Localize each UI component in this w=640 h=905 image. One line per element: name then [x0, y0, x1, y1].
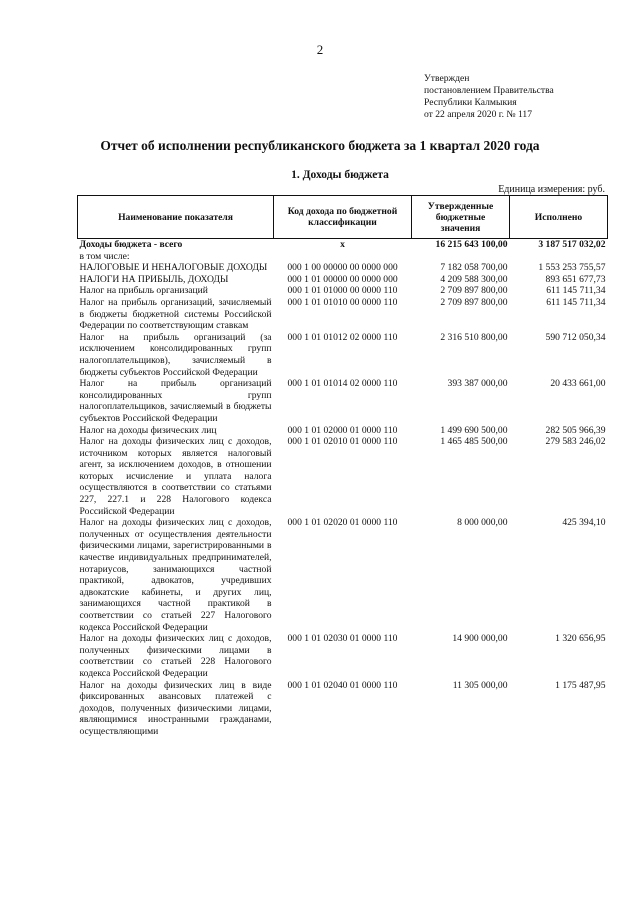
- table-row: [78, 378, 608, 424]
- cell-code: 000 1 01 02030 01 0000 110: [287, 633, 398, 645]
- cell-executed: 279 583 246,02: [545, 436, 606, 448]
- page-number: 2: [316, 42, 324, 57]
- cell-executed: 425 394,10: [562, 517, 606, 529]
- approval-line: постановлением Правительства: [424, 85, 554, 96]
- cell-approved: 11 305 000,00: [452, 679, 508, 691]
- cell-executed: 1 553 253 755,57: [538, 262, 606, 274]
- cell-name: Налог на доходы физических лиц с доходов, источником которых является налоговый агент, за исключением доходов, в отношении которых исчисление и уплата налога осуществляются в соответствии со статьями 227, 227.1 и 228 Налогового кодекса Российской Федерации: [79, 436, 272, 517]
- cell-code: 000 1 01 01014 02 0000 110: [287, 378, 398, 390]
- cell-name: в том числе:: [79, 250, 130, 262]
- header-name: Наименование показателя: [78, 196, 274, 239]
- cell-code: 000 1 01 01012 02 0000 110: [287, 331, 398, 343]
- table-row: [78, 285, 608, 297]
- cell-name: Налог на доходы физических лиц в виде фиксированных авансовых платежей с доходов, полученных физическими лицами, являющимися иностранными гражданами, осуществляющими: [79, 679, 272, 737]
- table-row: [78, 425, 608, 437]
- cell-approved: 14 900 000,00: [452, 633, 508, 645]
- cell-approved: 4 209 588 300,00: [440, 273, 508, 285]
- cell-approved: 7 182 058 700,00: [440, 262, 508, 274]
- cell-name: Налог на прибыль организаций (за исключением консолидированных групп налогоплательщиков), зачисляемый в бюджеты субъектов Российской Федерации: [79, 331, 272, 378]
- table-row: [78, 332, 608, 378]
- cell-name: Налог на прибыль организаций консолидированных групп налогоплательщиков, зачисляемый в бюджеты субъектов Российской Федерации: [79, 378, 272, 424]
- cell-approved: 16 215 643 100,00: [435, 239, 508, 250]
- table-row: [78, 239, 608, 251]
- cell-name: Налог на доходы физических лиц: [79, 424, 217, 436]
- section-title: 1. Доходы бюджета: [291, 169, 389, 181]
- cell-code: 000 1 01 02020 01 0000 110: [287, 517, 398, 529]
- cell-executed: 1 320 656,95: [555, 633, 606, 645]
- cell-executed: 611 145 711,34: [546, 285, 606, 297]
- cell-name: НАЛОГИ НА ПРИБЫЛЬ, ДОХОДЫ: [79, 273, 229, 285]
- document-title: Отчет об исполнении республиканского бюджета за 1 квартал 2020 года: [100, 138, 540, 153]
- cell-approved: 393 387 000,00: [447, 378, 508, 390]
- approval-line: от 22 апреля 2020 г. № 117: [424, 109, 532, 120]
- cell-name: Налог на прибыль организаций: [79, 285, 208, 297]
- units-label: Единица измерения: руб.: [498, 184, 605, 195]
- cell-approved: 2 709 897 800,00: [440, 296, 508, 308]
- cell-executed: 611 145 711,34: [546, 296, 606, 308]
- cell-name: НАЛОГОВЫЕ И НЕНАЛОГОВЫЕ ДОХОДЫ: [79, 262, 268, 274]
- cell-code: 000 1 01 01000 00 0000 110: [287, 285, 398, 297]
- table-row: [78, 633, 608, 679]
- cell-code: 000 1 01 00000 00 0000 000: [287, 273, 398, 285]
- cell-executed: 590 712 050,34: [545, 331, 606, 343]
- cell-executed: 282 505 966,39: [545, 424, 606, 436]
- table-row: [78, 517, 608, 633]
- cell-executed: [510, 251, 608, 263]
- cell-approved: 8 000 000,00: [457, 517, 508, 529]
- cell-code: 000 1 01 02040 01 0000 110: [287, 679, 398, 691]
- cell-name: Налог на доходы физических лиц с доходов, полученных от осуществления деятельности физическими лицами, зарегистрированными в качестве индивидуальных предпринимателей, нотариусов, занимающихся частной практикой, адвокатов, учредивших адвокатские кабинеты, и других лиц, занимающихся частной практикой в соответствии со статьей 227 Налогового кодекса Российской Федерации: [79, 517, 272, 633]
- table-header-row: [78, 196, 608, 239]
- budget-table: [77, 195, 608, 738]
- table-row: [78, 274, 608, 286]
- cell-approved: [412, 251, 510, 263]
- cell-approved: 2 316 510 800,00: [440, 331, 508, 343]
- approval-stamp: [424, 73, 554, 121]
- approval-line: Утвержден: [424, 73, 470, 84]
- cell-executed: 893 651 677,73: [545, 273, 606, 285]
- table-row: [78, 251, 608, 263]
- header-approved: Утвержденные бюджетные значения: [412, 196, 510, 239]
- cell-executed: 1 175 487,95: [555, 679, 606, 691]
- cell-code: 000 1 01 02010 01 0000 110: [287, 436, 398, 448]
- cell-name: Доходы бюджета - всего: [79, 239, 183, 250]
- cell-name: Налог на прибыль организаций, зачисляемый в бюджеты бюджетной системы Российской Федерации по соответствующим ставкам: [79, 296, 272, 332]
- approval-line: Республики Калмыкия: [424, 97, 517, 108]
- cell-executed: 20 433 661,00: [550, 378, 606, 390]
- cell-approved: 1 465 485 500,00: [440, 436, 508, 448]
- table-row: [78, 680, 608, 738]
- cell-code: 000 1 00 00000 00 0000 000: [287, 262, 398, 274]
- cell-code: 000 1 01 01010 00 0000 110: [287, 296, 398, 308]
- cell-code: 000 1 01 02000 01 0000 110: [287, 424, 398, 436]
- cell-executed: 3 187 517 032,02: [538, 239, 606, 250]
- table-row: [78, 262, 608, 274]
- cell-name: Налог на доходы физических лиц с доходов, полученных физическими лицами в соответствии со статьей 228 Налогового кодекса Российской Федерации: [79, 633, 272, 679]
- cell-code: x: [340, 239, 345, 250]
- cell-code: [274, 251, 412, 263]
- cell-approved: 1 499 690 500,00: [440, 424, 508, 436]
- table-body: [78, 239, 608, 738]
- table-row: [78, 436, 608, 517]
- header-code: Код дохода по бюджетной классификации: [274, 196, 412, 239]
- header-executed: Исполнено: [510, 196, 608, 239]
- cell-approved: 2 709 897 800,00: [440, 285, 508, 297]
- table-row: [78, 297, 608, 332]
